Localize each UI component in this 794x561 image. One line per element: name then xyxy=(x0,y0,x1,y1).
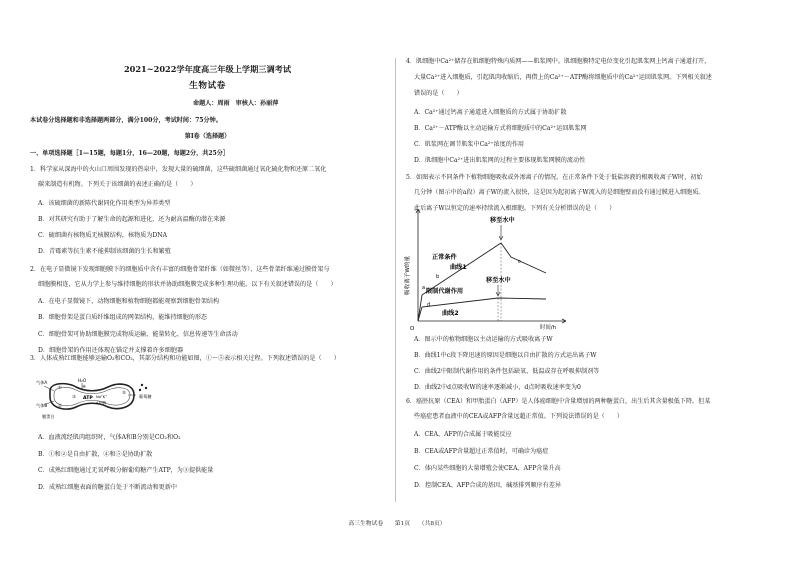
label-curve-2: 曲线2 xyxy=(442,310,459,317)
author-line: 命题人：周雨 审核人：孙丽萍 xyxy=(193,100,279,107)
segment-d-label: d xyxy=(427,302,431,308)
question-4-stem-cont-2: 错误的是（ ） xyxy=(414,90,463,97)
step-4-label: ④ xyxy=(82,385,86,390)
question-4-stem: 4．肌细胞中Ca²⁺储存在肌细胞特殊内质网——肌浆网中。肌细胞膜特定电位变化引起肌浆网上钙离子通道打开， xyxy=(406,58,711,65)
curve-2 xyxy=(418,298,546,321)
question-3-option-c: C．成熟红细胞通过无氧呼吸分解葡萄糖产生ATP，为③提供能量 xyxy=(38,467,214,474)
page-footer: 高三生物试卷 第1页 （共8页） xyxy=(348,521,446,527)
question-6-option-b: B．CEA或AFP含量超过正常值时，可确诊为癌症 xyxy=(414,448,549,455)
atp-label: ATP xyxy=(83,396,93,401)
water-label: H₂O xyxy=(78,378,87,383)
glucose-label: 葡萄糖 xyxy=(139,394,152,399)
question-4-option-c: C．肌浆网在调节肌浆中Ca²⁺浓度的作用 xyxy=(414,141,525,148)
question-5-option-d: D．曲线2中d点吸收W的速率逐渐减小，d点时吸收速率变为0 xyxy=(414,384,581,391)
gas-a-label: 气体A xyxy=(36,380,48,385)
x-axis-label: 时间/h xyxy=(540,325,557,331)
question-2-option-a: A．在电子显微镜下，动物细胞和植物细胞都能观察到细胞骨架结构 xyxy=(38,298,220,305)
question-3-option-a: A．血液流经肌肉组织时，气体A和B分别是CO₂和O₂ xyxy=(38,434,181,441)
question-5-option-b: B．曲线1中c段下降迅速的原因是细胞以自由扩散的方式运出离子W xyxy=(414,352,597,359)
question-4-stem-cont: 大量Ca²⁺进入细胞质，引起肌肉收缩后，再借上的Ca²⁺－ATP酶将细胞质中的Ca²⁺运回肌浆网。下列相关叙述 xyxy=(414,74,712,81)
annotation-transfer-1: 移至水中 xyxy=(490,217,515,224)
y-axis-label: 吸收离子W的量 xyxy=(405,255,411,295)
red-blood-cell-diagram xyxy=(36,377,160,421)
subject-title: 生物试卷 xyxy=(189,81,226,91)
exam-title: 2021~2022学年度高三年级上学期三调考试 xyxy=(123,64,292,74)
question-2-option-c: C．细胞骨架可协助细胞膜完成物质运输、能量转化、信息传递等生命活动 xyxy=(38,331,238,338)
exam-info: 本试卷分选择题和非选择题两部分，满分100分，考试时间：75分钟。 xyxy=(30,117,222,124)
step-1-label: ① xyxy=(58,386,62,391)
label-limited-metabolism: 限制代谢作用 xyxy=(426,288,464,295)
question-1-option-d: D．青霉素等抗生素不能抑制该细菌的生长和繁殖 xyxy=(38,248,171,255)
question-4-option-a: A．Ca²⁺通过钙离子通道进入细胞质的方式属于协助扩散 xyxy=(414,109,567,116)
question-1-stem-cont: 碳来制造有机物。下列关于该细菌的表述正确的是（ ） xyxy=(38,181,197,188)
question-1-option-c: C．硫细菌有核物质无核膜结构，核物质为DNA xyxy=(38,232,167,239)
question-4-option-d: D．肌细胞中Ca²⁺进出肌浆网的过程主要体现肌浆网膜的流动性 xyxy=(414,157,586,164)
question-6-option-d: D．控制CEA、AFP合成的基因，碱基排列顺序有差异 xyxy=(414,482,561,489)
ion-absorption-graph xyxy=(406,203,571,331)
question-6-stem-cont: 些癌症患者血液中的CEA或AFP含量远超正常值。下列说法错误的是（ ） xyxy=(414,413,624,420)
na-k-label: Na⁺K⁺ xyxy=(96,395,108,399)
question-1-option-b: B．对其研究有助于了解生命的起源和进化，还为耐高温酶的潜在来源 xyxy=(38,216,226,223)
question-1-option-a: A．该硫细菌的新陈代谢同化作用类型为异养类型 xyxy=(38,200,171,207)
segment-c-label: c xyxy=(518,259,521,265)
volume-heading: 第Ⅰ卷（选择题） xyxy=(184,133,231,140)
question-5-option-a: A．图示中的植物细胞以主动运输的方式吸收离子W xyxy=(414,336,553,343)
column-divider xyxy=(395,58,396,502)
question-4-option-b: B．Ca²⁺－ATP酶以主动运输方式将细胞质中的Ca²⁺运回肌浆网 xyxy=(414,125,587,132)
question-2-stem: 2．在电子显微镜下发现细胞膜下的细胞质中含有丰富的细胞骨架纤维（如微丝等），这些骨架纤维通过膜骨架与 xyxy=(30,266,330,273)
label-normal-condition: 正常条件 xyxy=(432,254,457,261)
glucose-dot xyxy=(139,389,141,391)
question-5-stem-cont-2: 此后离子W以恒定的速率持续流入根细胞。下列有关分析错误的是（ ） xyxy=(414,205,616,212)
question-6-option-a: A．CEA、AFP的合成属于吸能反应 xyxy=(414,431,512,438)
question-5-stem: 5．如图表示不同条件下植物细胞吸收或外渗离子的情况。在正常条件下处于低盐溶液的根吸收离子W时，初始 xyxy=(406,174,703,181)
atpase-label: ATP酶 xyxy=(96,401,107,405)
step-5-label: ⑤ xyxy=(122,391,126,396)
section-heading: 一、单项选择题［1—15题，每题1分，16—20题，每题2分，共25分］ xyxy=(30,150,229,157)
question-2-option-b: B．细胞骨架是蛋白质纤维组成的网架结构，能维持细胞的形态 xyxy=(38,314,208,321)
step-2-label: ② xyxy=(58,404,62,409)
step-3-label: ③ xyxy=(72,395,76,400)
gas-b-label: 气体B xyxy=(36,403,48,408)
question-5-stem-cont: 几分钟（图示中的a段）离子W的流入很快，这是因为起初离子W流入的是细胞壁而没有通过膜进入细胞质。 xyxy=(414,189,705,196)
segment-a-label: a xyxy=(422,285,426,291)
label-curve-1: 曲线1 xyxy=(450,264,467,271)
question-3-stem: 3．人体成熟红细胞能够运输O₂和CO₂，其部分结构和功能如图，①～⑤表示相关过程。下列叙述错误的是（ ） xyxy=(30,355,340,362)
glucose-dot xyxy=(141,384,143,386)
glucose-dot xyxy=(145,387,147,389)
question-2-stem-cont: 细胞膜相连，它从力学上参与维持细胞的形状并协助细胞膜完成多种生理功能。以下有关叙述错误的是（ ） xyxy=(38,281,337,288)
question-6-stem: 6．癌胚抗原（CEA）和甲胎蛋白（AFP）是人体癌细胞中含量增加的两种糖蛋白，出生后其含量极低下降。但某 xyxy=(406,398,711,405)
question-1-stem: 1．科学家从深海中的火山口周围发现的热泉中，发现大量的硫细菌，这些硫细菌通过氧化硫化物和还原二氧化 xyxy=(30,166,327,173)
question-5-option-c: C．曲线2中限制代谢作用的条件包括缺氧、低温或存在呼吸抑制剂等 xyxy=(414,368,600,375)
annotation-transfer-2: 移至水中 xyxy=(486,277,511,284)
membrane-protein-label: 膜蛋白 xyxy=(42,414,55,419)
question-6-option-c: C．体内某些细胞的大量增殖会使CEA、AFP含量升高 xyxy=(414,465,561,472)
question-2-option-d: D．细胞骨架的作用还体现在锚定并支撑着许多细胞器 xyxy=(38,347,184,354)
question-3-option-d: D．成熟红细胞表面的糖蛋白处于不断流动和更新中 xyxy=(38,484,177,491)
question-3-option-b: B．①和②是自由扩散，④和⑤是协助扩散 xyxy=(38,451,153,458)
segment-b-label: b xyxy=(436,274,440,280)
origin-label: O xyxy=(410,326,415,332)
